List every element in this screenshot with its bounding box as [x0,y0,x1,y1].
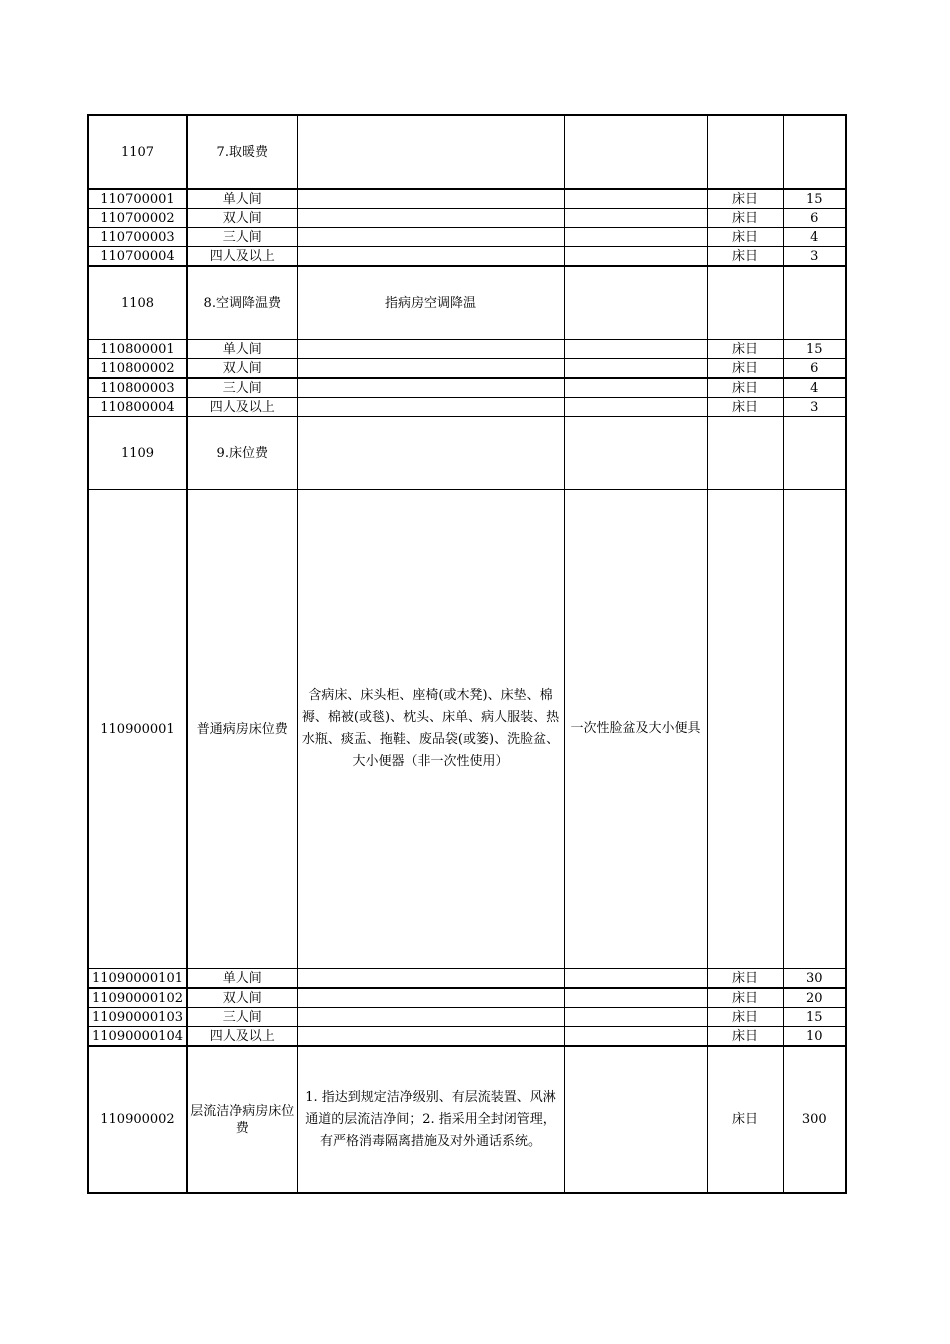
item-price [783,266,846,340]
item-code: 11090000104 [88,1027,187,1047]
item-name: 三人间 [187,378,297,398]
item-code: 110900002 [88,1046,187,1193]
table-row [88,1008,846,1027]
item-exclusion [564,209,707,228]
item-exclusion [564,417,707,490]
item-unit: 床日 [707,988,783,1008]
item-code: 110700003 [88,228,187,247]
item-exclusion [564,359,707,379]
item-name: 7.取暖费 [187,115,297,189]
item-price [783,490,846,969]
item-exclusion [564,398,707,417]
item-unit: 床日 [707,1046,783,1193]
table-row [88,228,846,247]
item-exclusion [564,1008,707,1027]
item-content [297,209,564,228]
item-price: 3 [783,247,846,267]
item-code: 1107 [88,115,187,189]
item-content [297,228,564,247]
item-unit: 床日 [707,189,783,209]
item-unit [707,490,783,969]
item-content: 1. 指达到规定洁净级别、有层流装置、风淋通道的层流洁净间；2. 指采用全封闭管理，有严格消毒隔离措施及对外通话系统。 [297,1046,564,1193]
item-name: 四人及以上 [187,1027,297,1047]
item-exclusion [564,1027,707,1047]
item-exclusion [564,988,707,1008]
table-row [88,398,846,417]
item-exclusion [564,247,707,267]
item-exclusion [564,340,707,359]
item-name: 四人及以上 [187,398,297,417]
item-content: 指病房空调降温 [297,266,564,340]
item-code: 110800001 [88,340,187,359]
item-unit: 床日 [707,228,783,247]
item-code: 110700004 [88,247,187,267]
item-price: 15 [783,189,846,209]
item-exclusion [564,969,707,989]
item-code: 11090000101 [88,969,187,989]
item-price: 30 [783,969,846,989]
item-code: 110900001 [88,490,187,969]
table-row [88,417,846,490]
table-row [88,969,846,989]
item-code: 1109 [88,417,187,490]
table-row [88,359,846,379]
item-content [297,398,564,417]
item-unit: 床日 [707,969,783,989]
item-unit: 床日 [707,209,783,228]
item-code: 110800003 [88,378,187,398]
item-exclusion [564,378,707,398]
item-unit: 床日 [707,1008,783,1027]
item-price: 300 [783,1046,846,1193]
item-exclusion [564,189,707,209]
item-content: 含病床、床头柜、座椅(或木凳)、床垫、棉褥、棉被(或毯)、枕头、床单、病人服装、热水瓶、痰盂、拖鞋、废品袋(或篓)、洗脸盆、大小便器（非一次性使用） [297,490,564,969]
item-name: 8.空调降温费 [187,266,297,340]
item-content [297,1008,564,1027]
item-price: 3 [783,398,846,417]
table-row [88,1046,846,1193]
item-name: 单人间 [187,189,297,209]
table-row [88,189,846,209]
item-exclusion [564,228,707,247]
item-name: 普通病房床位费 [187,490,297,969]
item-name: 层流洁净病房床位费 [187,1046,297,1193]
item-name: 单人间 [187,340,297,359]
item-price: 20 [783,988,846,1008]
item-unit: 床日 [707,378,783,398]
item-code: 110800002 [88,359,187,379]
table-row [88,247,846,267]
item-code: 1108 [88,266,187,340]
item-unit [707,417,783,490]
table-row [88,209,846,228]
item-content [297,988,564,1008]
item-name: 双人间 [187,988,297,1008]
item-content [297,359,564,379]
item-content [297,115,564,189]
fee-table [87,114,847,1194]
item-price: 6 [783,209,846,228]
table-row [88,1027,846,1047]
item-content [297,340,564,359]
table-row [88,378,846,398]
item-unit: 床日 [707,359,783,379]
item-price: 4 [783,228,846,247]
item-name: 三人间 [187,1008,297,1027]
item-unit: 床日 [707,340,783,359]
item-content [297,378,564,398]
item-price: 10 [783,1027,846,1047]
item-code: 110700001 [88,189,187,209]
item-exclusion [564,1046,707,1193]
item-content [297,189,564,209]
item-code: 110800004 [88,398,187,417]
item-exclusion: 一次性脸盆及大小便具 [564,490,707,969]
item-price: 15 [783,340,846,359]
item-name: 单人间 [187,969,297,989]
item-price: 6 [783,359,846,379]
item-code: 110700002 [88,209,187,228]
item-unit [707,266,783,340]
item-price [783,417,846,490]
table-row [88,490,846,969]
item-code: 11090000103 [88,1008,187,1027]
item-name: 双人间 [187,209,297,228]
table-row [88,115,846,189]
table-row [88,340,846,359]
item-code: 11090000102 [88,988,187,1008]
item-content [297,1027,564,1047]
table-row [88,988,846,1008]
item-unit [707,115,783,189]
item-content [297,969,564,989]
item-content [297,247,564,267]
item-name: 双人间 [187,359,297,379]
item-price: 4 [783,378,846,398]
item-unit: 床日 [707,398,783,417]
item-name: 三人间 [187,228,297,247]
item-unit: 床日 [707,247,783,267]
item-unit: 床日 [707,1027,783,1047]
table-row [88,266,846,340]
item-exclusion [564,115,707,189]
item-content [297,417,564,490]
item-price: 15 [783,1008,846,1027]
item-exclusion [564,266,707,340]
item-name: 9.床位费 [187,417,297,490]
item-name: 四人及以上 [187,247,297,267]
item-price [783,115,846,189]
